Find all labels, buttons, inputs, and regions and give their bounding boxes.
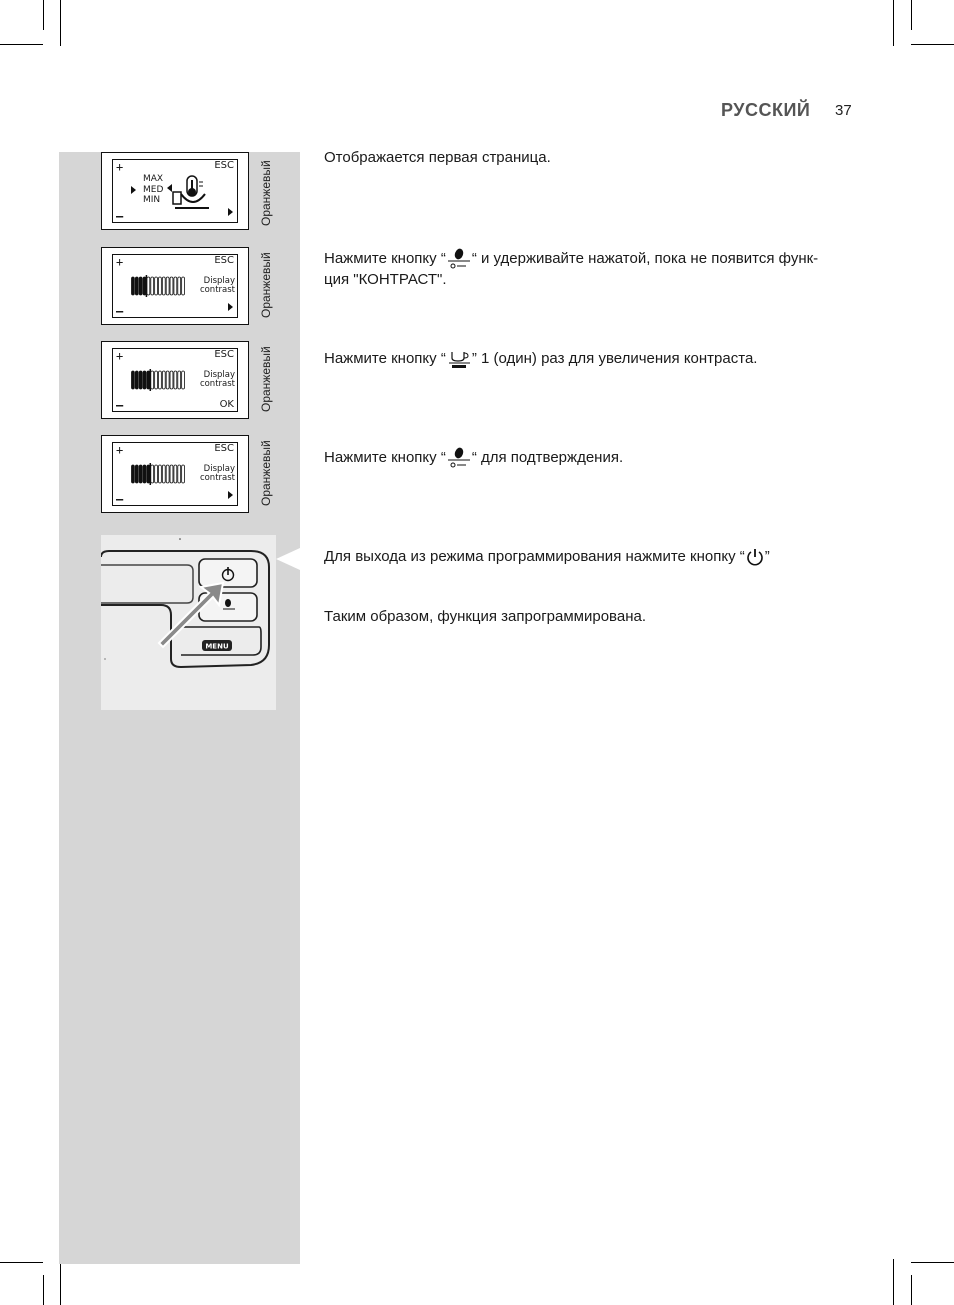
contrast-segment	[178, 371, 181, 389]
crop-mark	[0, 1262, 43, 1263]
contrast-segment	[174, 465, 177, 483]
contrast-segment	[182, 465, 185, 483]
contrast-segment	[151, 465, 154, 483]
screen-color-label: Оранжевый	[259, 160, 273, 226]
contrast-bar	[131, 369, 185, 391]
next-arrow-icon	[228, 303, 233, 311]
crop-mark	[43, 1275, 44, 1305]
contrast-segment	[147, 277, 150, 295]
contrast-bar	[131, 275, 185, 297]
lcd-screen-2	[101, 247, 249, 325]
screen-color-label: Оранжевый	[259, 346, 273, 412]
page-number: 37	[835, 102, 852, 119]
display-label: Display	[203, 276, 235, 286]
contrast-segment	[170, 371, 173, 389]
selector-arrow-icon	[131, 186, 136, 194]
contrast-segment	[159, 277, 162, 295]
crop-mark	[911, 1262, 954, 1263]
display-contrast-label	[191, 465, 235, 483]
crop-mark	[911, 0, 912, 30]
step-6-text: Таким образом, функция запрограммирована.	[324, 608, 646, 625]
lcd-minus: –	[116, 304, 124, 318]
screen-color-label: Оранжевый	[259, 252, 273, 318]
step-5-part-a: Для выхода из режима программирования нажмите кнопку “	[324, 548, 745, 565]
memo-cup-icon	[446, 348, 472, 370]
contrast-segment	[132, 465, 135, 483]
contrast-segment	[151, 371, 154, 389]
lcd-esc: ESC	[214, 443, 234, 454]
contrast-segment	[139, 277, 142, 295]
step-5-text	[324, 547, 854, 567]
lcd-esc: ESC	[214, 255, 234, 266]
contrast-segment	[182, 277, 185, 295]
step-2-part-a: Нажмите кнопку “	[324, 249, 446, 267]
crop-mark	[43, 0, 44, 30]
menu-item-med	[131, 184, 172, 195]
contrast-segment	[139, 371, 142, 389]
next-arrow-icon	[228, 208, 233, 216]
lcd-plus: +	[116, 160, 124, 174]
contrast-segment	[166, 277, 169, 295]
step-5-part-b: ”	[764, 548, 770, 565]
contrast-label: contrast	[199, 285, 235, 295]
contrast-segment	[147, 371, 150, 389]
contrast-segment	[135, 277, 138, 295]
lcd-menu-list	[131, 174, 172, 205]
contrast-segment	[132, 277, 135, 295]
contrast-segment	[143, 371, 146, 389]
next-arrow-icon	[228, 491, 233, 499]
step-3-part-a: Нажмите кнопку “	[324, 349, 446, 367]
lcd-plus: +	[116, 349, 124, 363]
contrast-segment	[174, 371, 177, 389]
menu-item-max: MAX	[143, 174, 164, 184]
contrast-segment	[162, 371, 165, 389]
crop-mark	[893, 1259, 894, 1305]
crop-mark	[911, 1275, 912, 1305]
step-2-part-c: ция "КОНТРАСТ".	[324, 271, 447, 288]
lcd-frame	[112, 348, 238, 412]
lcd-esc: ESC	[214, 160, 234, 171]
lcd-esc: ESC	[214, 349, 234, 360]
crop-mark	[60, 0, 61, 46]
step-1-text: Отображается первая страница.	[324, 149, 551, 166]
display-label: Display	[203, 370, 235, 380]
contrast-segment	[159, 465, 162, 483]
contrast-segment	[147, 465, 150, 483]
contrast-segment	[174, 277, 177, 295]
coffee-bean-icon	[446, 447, 472, 469]
contrast-segment	[155, 465, 158, 483]
control-panel-photo	[101, 535, 276, 710]
power-icon	[745, 547, 765, 567]
contrast-segment	[159, 371, 162, 389]
contrast-segment	[143, 277, 146, 295]
contrast-segment	[178, 465, 181, 483]
contrast-segment	[143, 465, 146, 483]
menu-item-med-label: MED	[143, 185, 164, 195]
crop-mark	[893, 0, 894, 46]
contrast-segment	[170, 465, 173, 483]
lcd-minus: –	[116, 398, 124, 412]
language-heading: РУССКИЙ	[721, 100, 811, 120]
contrast-segment	[132, 371, 135, 389]
lcd-plus: +	[116, 443, 124, 457]
display-contrast-label	[191, 371, 235, 389]
display-contrast-label	[191, 277, 235, 295]
contrast-segment	[166, 465, 169, 483]
contrast-segment	[182, 371, 185, 389]
contrast-segment	[166, 371, 169, 389]
contrast-segment	[139, 465, 142, 483]
contrast-segment	[162, 277, 165, 295]
contrast-segment	[170, 277, 173, 295]
menu-item-min: MIN	[143, 195, 161, 205]
contrast-bar	[131, 463, 185, 485]
contrast-segment	[135, 465, 138, 483]
step-4-part-a: Нажмите кнопку “	[324, 448, 446, 466]
lcd-screen-1	[101, 152, 249, 230]
contrast-segment	[162, 465, 165, 483]
step-4-text	[324, 447, 854, 469]
step-2-part-b: “ и удерживайте нажатой, пока не появится функ-	[471, 249, 819, 267]
lcd-frame	[112, 254, 238, 318]
lcd-screen-4	[101, 435, 249, 513]
crop-mark	[60, 1259, 61, 1305]
contrast-segment	[135, 371, 138, 389]
lcd-plus: +	[116, 255, 124, 269]
lcd-frame	[112, 442, 238, 506]
lcd-screen-3	[101, 341, 249, 419]
lcd-minus: –	[116, 492, 124, 506]
temperature-icon	[171, 172, 215, 212]
step-4-part-b: “ для подтверждения.	[471, 448, 624, 466]
panel-drawing	[101, 535, 276, 710]
coffee-bean-icon	[446, 248, 472, 270]
step-3-text	[324, 348, 854, 370]
crop-mark	[911, 44, 954, 45]
contrast-segment	[151, 277, 154, 295]
contrast-label: contrast	[199, 473, 235, 483]
step-3-part-b: ” 1 (один) раз для увеличения контраста.	[471, 349, 758, 367]
step-2-text	[324, 248, 854, 290]
contrast-segment	[155, 371, 158, 389]
display-label: Display	[203, 464, 235, 474]
lcd-ok: OK	[219, 399, 234, 410]
screen-color-label: Оранжевый	[259, 440, 273, 506]
crop-mark	[0, 44, 43, 45]
lcd-frame	[112, 159, 238, 223]
callout-pointer	[276, 548, 300, 570]
menu-button-label: MENU	[205, 642, 229, 651]
lcd-minus: –	[116, 209, 124, 223]
contrast-segment	[155, 277, 158, 295]
contrast-label: contrast	[199, 379, 235, 389]
contrast-segment	[178, 277, 181, 295]
